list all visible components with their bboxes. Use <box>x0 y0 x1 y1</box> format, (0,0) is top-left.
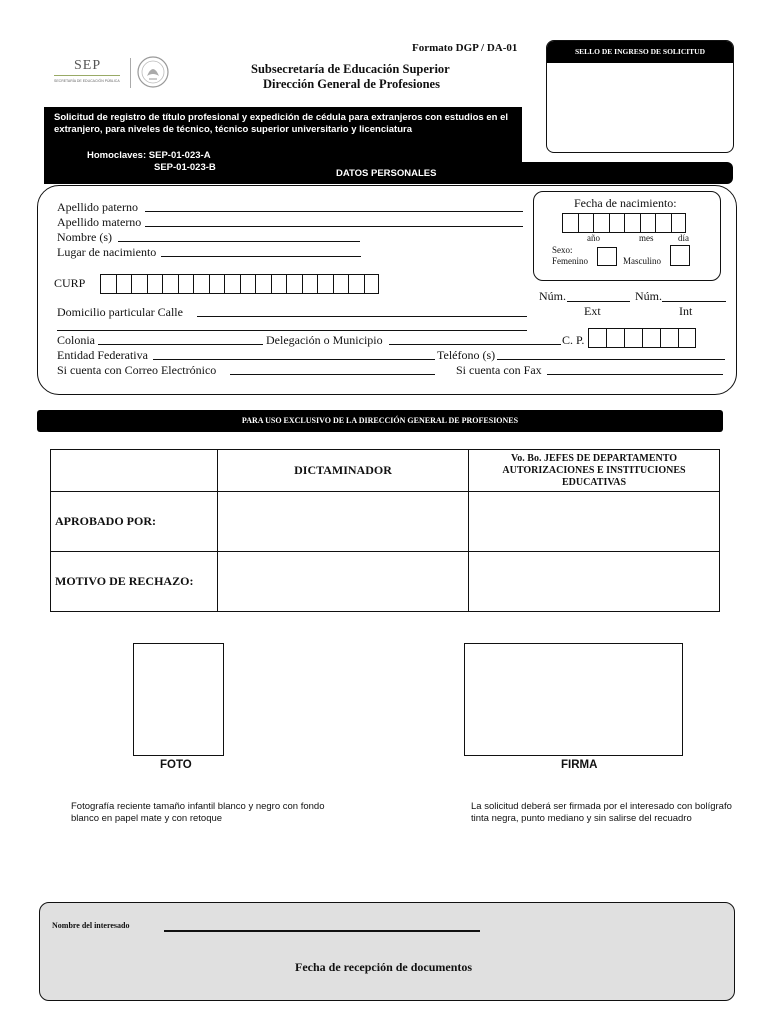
foto-label: FOTO <box>160 759 192 771</box>
row-aprobado: APROBADO POR: <box>51 492 218 552</box>
motivo-vobo-cell[interactable] <box>469 552 720 612</box>
sep-logo-subtext: SECRETARÍA DE EDUCACIÓN PÚBLICA <box>54 79 120 83</box>
label-correo: Si cuenta con Correo Electrónico <box>57 363 217 377</box>
label-nombre-interesado: Nombre del interesado <box>52 921 130 930</box>
lugar-nacimiento-field[interactable] <box>161 256 361 257</box>
femenino-checkbox[interactable] <box>597 247 617 266</box>
domicilio-field[interactable] <box>197 316 527 317</box>
label-num-int: Núm. <box>635 289 662 303</box>
label-int: Int <box>679 304 693 318</box>
label-apellido-paterno: Apellido paterno <box>57 200 138 214</box>
fecha-nacimiento-box <box>533 191 721 281</box>
colonia-field[interactable] <box>98 344 263 345</box>
title-banner <box>44 107 522 165</box>
label-domicilio: Domicilio particular Calle <box>57 305 183 319</box>
office-use-bar: PARA USO EXCLUSIVO DE LA DIRECCIÓN GENERAL DE PROFESIONES <box>37 410 723 432</box>
logo-divider <box>54 75 120 76</box>
fecha-recepcion: Fecha de recepción de documentos <box>295 960 473 974</box>
fecha-nacimiento-title: Fecha de nacimiento: <box>574 196 677 210</box>
col-dictaminador: DICTAMINADOR <box>218 450 469 492</box>
label-fax: Si cuenta con Fax <box>456 363 542 377</box>
formato-code: Formato DGP / DA-01 <box>412 42 518 54</box>
aprobado-dictaminador-cell[interactable] <box>218 492 469 552</box>
num-ext-field[interactable] <box>567 301 630 302</box>
footer-box <box>39 902 735 1001</box>
label-entidad: Entidad Federativa <box>57 348 148 362</box>
section-title-datos: DATOS PERSONALES <box>336 168 437 179</box>
entidad-field[interactable] <box>153 359 435 360</box>
label-anio: año <box>587 233 600 243</box>
corner-cell <box>51 450 218 492</box>
homoclave-b: SEP-01-023-B <box>154 162 216 173</box>
apellido-paterno-field[interactable] <box>145 211 523 212</box>
label-telefono: Teléfono (s) <box>437 348 496 362</box>
row-motivo: MOTIVO DE RECHAZO: <box>51 552 218 612</box>
eagle-seal-icon <box>136 54 170 90</box>
correo-field[interactable] <box>230 374 435 375</box>
label-masculino: Masculino <box>623 256 661 266</box>
logo-separator <box>130 58 131 88</box>
domicilio-field-2[interactable] <box>57 330 527 331</box>
label-mes: mes <box>639 233 654 243</box>
firma-note: La solicitud deberá ser firmada por el interesado con bolígrafo tinta negra, punto mediano y sin salirse del recuadro <box>471 801 732 824</box>
firma-label: FIRMA <box>561 759 598 771</box>
label-apellido-materno: Apellido materno <box>57 215 142 229</box>
name-fields <box>57 200 156 260</box>
delegacion-field[interactable] <box>389 344 561 345</box>
label-colonia: Colonia <box>57 333 95 347</box>
num-int-field[interactable] <box>662 301 726 302</box>
label-lugar-nacimiento: Lugar de nacimiento <box>57 245 157 259</box>
sep-logo-text: SEP <box>74 58 102 73</box>
label-cp: C. P. <box>562 333 585 347</box>
office-table <box>50 449 720 612</box>
sep-logo <box>48 52 173 94</box>
label-curp: CURP <box>54 276 86 290</box>
fecha-nacimiento-cells[interactable] <box>562 213 686 233</box>
nombre-field[interactable] <box>118 241 360 242</box>
firma-box[interactable] <box>464 643 683 756</box>
aprobado-vobo-cell[interactable] <box>469 492 720 552</box>
label-delegacion: Delegación o Municipio <box>266 333 383 347</box>
label-sexo: Sexo: <box>552 245 573 255</box>
homoclave-a: Homoclaves: SEP-01-023-A <box>87 150 211 161</box>
label-dia: día <box>678 233 689 243</box>
section-bar-datos <box>44 162 733 184</box>
form-title: Solicitud de registro de título profesional y expedición de cédula para extranjeros con estudios en el extranjero, para niveles de técnico, técnico superior universitario y licenciatura <box>54 112 508 135</box>
fax-field[interactable] <box>547 374 723 375</box>
cp-cells[interactable] <box>588 328 696 348</box>
masculino-checkbox[interactable] <box>670 245 690 266</box>
curp-cells[interactable] <box>100 274 379 294</box>
label-nombre: Nombre (s) <box>57 230 112 244</box>
foto-note: Fotografía reciente tamaño infantil blanco y negro con fondo blanco en papel mate y con retoque <box>71 801 325 824</box>
sello-title: SELLO DE INGRESO DE SOLICITUD <box>547 41 733 63</box>
nombre-interesado-field[interactable] <box>164 930 480 932</box>
foto-box[interactable] <box>133 643 224 756</box>
label-femenino: Femenino <box>552 256 588 266</box>
label-num-ext: Núm. <box>539 289 566 303</box>
col-vobo: Vo. Bo. JEFES DE DEPARTAMENTO AUTORIZACIONES E INSTITUCIONES EDUCATIVAS <box>469 450 720 492</box>
telefono-field[interactable] <box>497 359 725 360</box>
header-line-2: Dirección General de Profesiones <box>263 77 440 91</box>
apellido-materno-field[interactable] <box>145 226 523 227</box>
motivo-dictaminador-cell[interactable] <box>218 552 469 612</box>
label-ext: Ext <box>584 304 601 318</box>
header-line-1: Subsecretaría de Educación Superior <box>251 62 450 76</box>
sello-box <box>546 40 734 153</box>
